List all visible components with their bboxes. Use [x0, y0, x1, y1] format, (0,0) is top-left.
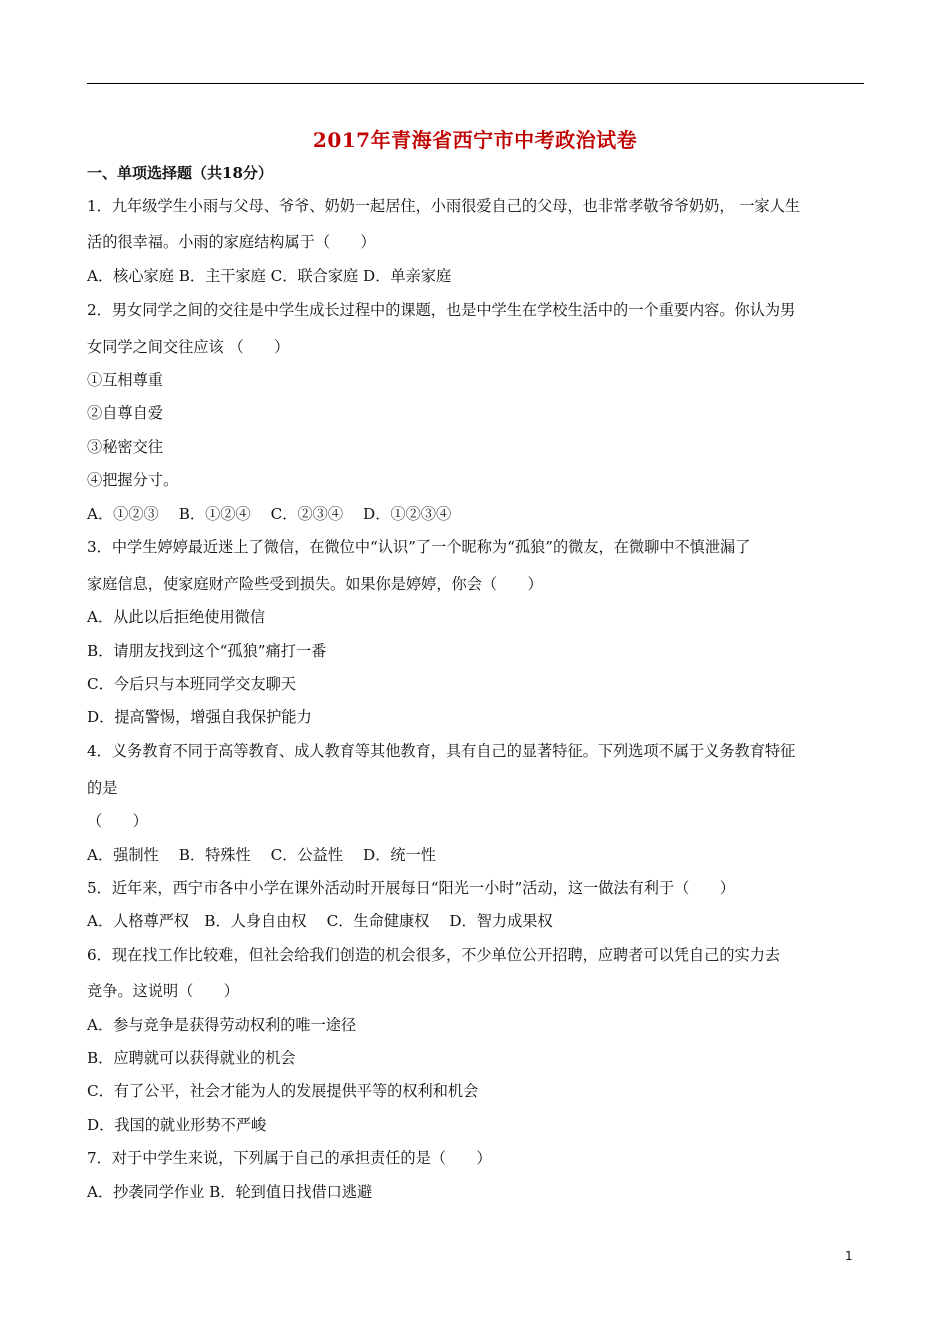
q6-option-d: D．我国的就业形势不严峻	[87, 1116, 267, 1134]
q3-option-c: C．今后只与本班同学交友聊天	[87, 675, 297, 693]
q6-line-1: 6．现在找工作比较难，但社会给我们创造的机会很多，不少单位公开招聘，应聘者可以凭自己的实力去	[87, 946, 781, 964]
page-title: 2017年青海省西宁市中考政治试卷	[312, 128, 638, 152]
q4-line-3: （ ）	[87, 812, 148, 830]
q6-line-2: 竞争。这说明（ ）	[87, 982, 239, 1000]
q1-line-2: 活的很幸福。小雨的家庭结构属于（ ）	[87, 233, 376, 251]
q4-options: A．强制性 B．特殊性 C．公益性 D．统一性	[87, 846, 436, 864]
q3-option-b: B．请朋友找到这个“孤狼”痛打一番	[87, 642, 327, 660]
q2-line-1: 2．男女同学之间的交往是中学生成长过程中的课题，也是中学生在学校生活中的一个重要内容。你认为男	[87, 301, 796, 319]
q3-line-2: 家庭信息，使家庭财产险些受到损失。如果你是婷婷，你会（ ）	[87, 575, 543, 593]
q7-options: A．抄袭同学作业 B．轮到值日找借口逃避	[87, 1183, 373, 1201]
q3-line-1: 3．中学生婷婷最近迷上了微信，在微位中“认识”了一个昵称为“孤狼”的微友，在微聊中不慎泄漏了	[87, 538, 751, 556]
q6-option-c: C．有了公平，社会才能为人的发展提供平等的权利和机会	[87, 1082, 479, 1100]
q4-line-1: 4．义务教育不同于高等教育、成人教育等其他教育，具有自己的显著特征。下列选项不属于义务教育特征	[87, 742, 796, 760]
q5-options: A．人格尊严权 B．人身自由权 C．生命健康权 D．智力成果权	[87, 912, 553, 930]
q3-option-a: A．从此以后拒绝使用微信	[87, 608, 266, 626]
q4-line-2: 的是	[87, 779, 118, 797]
page-number: 1	[845, 1249, 853, 1263]
q3-option-d: D．提高警惕，增强自我保护能力	[87, 708, 312, 726]
header-rule	[87, 83, 864, 84]
q2-options: A．①②③ B．①②④ C．②③④ D．①②③④	[87, 505, 452, 523]
q6-option-a: A．参与竞争是获得劳动权利的唯一途径	[87, 1016, 357, 1034]
section-heading: 一、单项选择题（共18分）	[87, 164, 273, 182]
q2-item-4: ④把握分寸。	[87, 471, 179, 489]
q1-options: A．核心家庭 B．主干家庭 C．联合家庭 D．单亲家庭	[87, 267, 452, 285]
q2-item-1: ①互相尊重	[87, 371, 163, 389]
q2-line-2: 女同学之间交往应该 （ ）	[87, 338, 290, 356]
q2-item-3: ③秘密交往	[87, 438, 163, 456]
q6-option-b: B．应聘就可以获得就业的机会	[87, 1049, 296, 1067]
q2-item-2: ②自尊自爱	[87, 404, 163, 422]
q7-line-1: 7．对于中学生来说，下列属于自己的承担责任的是（ ）	[87, 1149, 492, 1167]
q1-line-1: 1．九年级学生小雨与父母、爷爷、奶奶一起居住，小雨很爱自己的父母，也非常孝敬爷爷奶奶， 一家人生	[87, 197, 801, 215]
q5-line-1: 5．近年来，西宁市各中小学在课外活动时开展每日“阳光一小时”活动，这一做法有利于（ ）	[87, 879, 735, 897]
